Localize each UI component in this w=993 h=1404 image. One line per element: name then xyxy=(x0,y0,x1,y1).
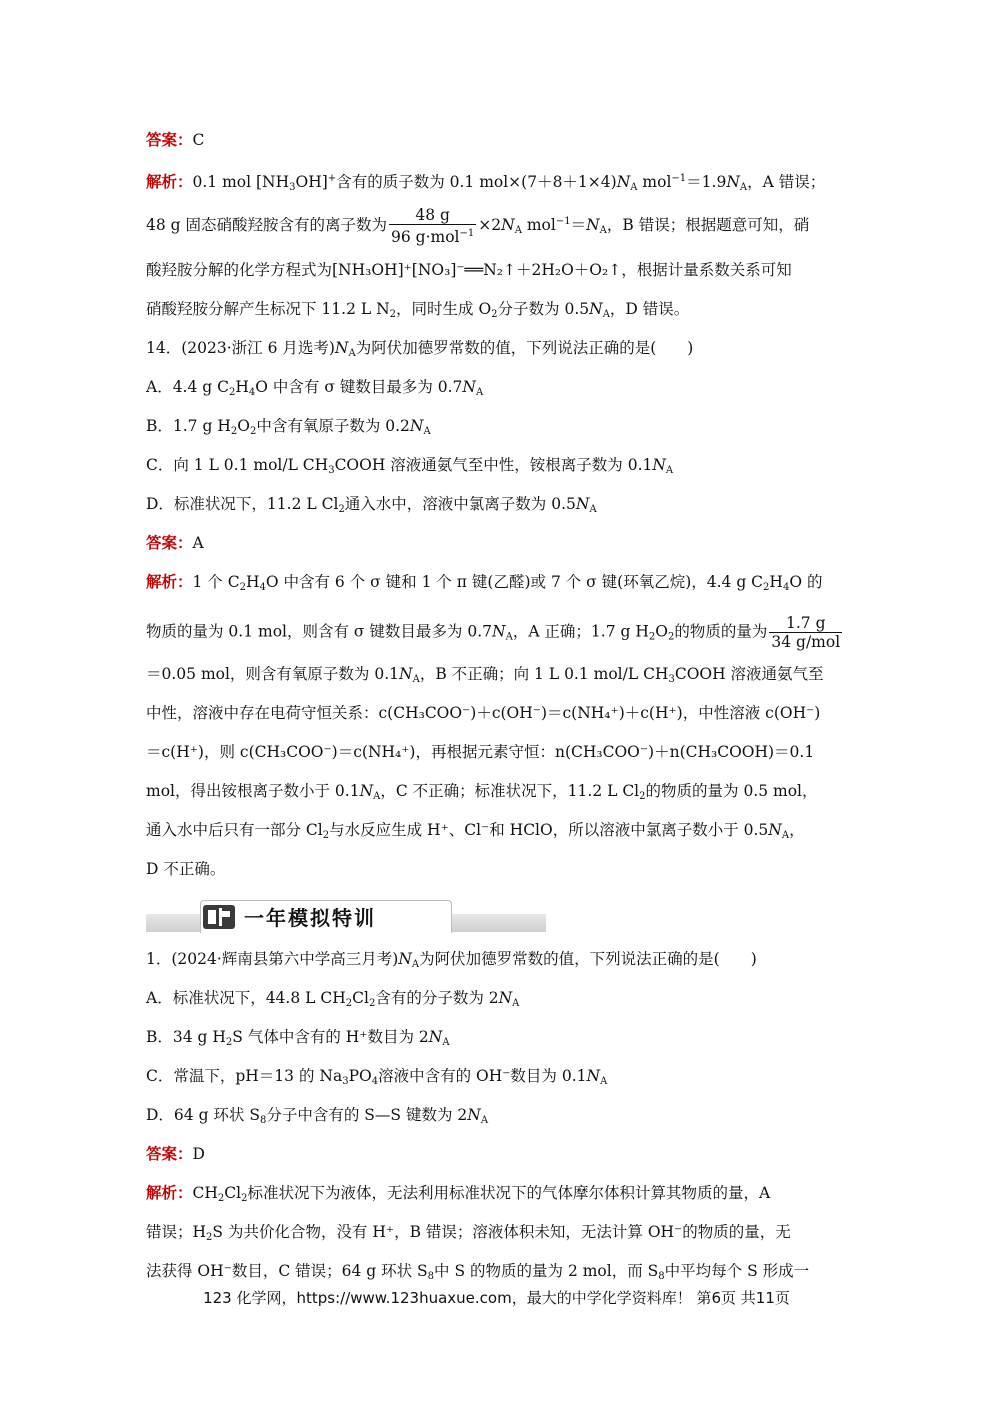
q14-explanation-line7: 通入水中后只有一部分 $Cl_2$与水反应生成 H⁺、Cl⁻和 HClO，所以溶液中氯离子数小于 $0.5N_A$， xyxy=(146,821,805,841)
q14-option-b: B．1.7 g $H_2O_2$中含有氧原子数为 $0.2N_A$ xyxy=(146,417,431,437)
q1-option-c: C．常温下，pH＝13 的 $Na_3PO_4$溶液中含有的 OH⁻数目为 $0.1N_A$ xyxy=(146,1067,608,1087)
q1-answer: 答案：D xyxy=(146,1144,205,1163)
q14-explanation-line6: mol，得出铵根离子数小于 $0.1N_A$，C 不正确；标准状况下，11.2 L $Cl_2$的物质的量为 0.5 mol， xyxy=(146,782,818,802)
q14-option-d: D．标准状况下，11.2 L $Cl_2$通入水中，溶液中氯离子数为 $0.5N_A$ xyxy=(146,495,597,515)
fraction: $\frac{48 g}{96 g\cdot mol^{-1}}$ xyxy=(391,206,475,246)
q13-explanation-line3: 酸羟胺分解的化学方程式为[NH₃OH]⁺[NO₃]⁻══N₂↑＋2H₂O＋O₂↑，根据计量系数关系可知 xyxy=(146,261,792,279)
section-header xyxy=(146,900,546,936)
q1-explanation-line3: 法获得 OH⁻数目，C 错误；64 g 环状 $S_8$中 S 的物质的量为 2 mol，而 $S_8$中平均每个 S 形成一 xyxy=(146,1262,810,1282)
q14-stem: 14．(2023·浙江 6 月选考)$N_A$为阿伏加德罗常数的值，下列说法正确的是( ) xyxy=(146,339,694,359)
q14-option-c: C．向 1 L 0.1 mol/L $CH_3COOH$ 溶液通氨气至中性，铵根离子数为 $0.1N_A$ xyxy=(146,456,674,476)
q13-answer: 答案：C xyxy=(146,130,205,149)
section-title: 一年模拟特训 xyxy=(244,906,376,930)
q14-explanation-line3: ＝0.05 mol，则含有氧原子数为 $0.1N_A$，B 不正确；向 1 L 0.1 mol/L $CH_3COOH$ 溶液通氨气至 xyxy=(146,665,824,685)
q1-option-a: A．标准状况下，44.8 L $CH_2Cl_2$含有的分子数为 $2N_A$ xyxy=(146,989,520,1009)
q1-stem: 1．(2024·辉南县第六中学高三月考)$N_A$为阿伏加德罗常数的值，下列说法正确的是( ) xyxy=(146,950,757,970)
section-logo-icon xyxy=(202,903,236,931)
q1-explanation-line1: 解析：$CH_2Cl_2$标准状况下为液体，无法利用标准状况下的气体摩尔体积计算其物质的量，A xyxy=(146,1183,771,1204)
q14-explanation-line1: 解析：1 个 $C_2H_4O$ 中含有 6 个 σ 键和 1 个 π 键(乙醛)或 7 个 σ 键(环氧乙烷)，4.4 g $C_2H_4O$ 的 xyxy=(146,572,823,593)
q1-option-d: D．64 g 环状 $S_8$分子中含有的 S—S 键数为 $2N_A$ xyxy=(146,1106,489,1126)
q14-explanation-line5: ＝c(H⁺)，则 c(CH₃COO⁻)＝c(NH₄⁺)，再根据元素守恒：n(CH₃COO⁻)＋n(CH₃COOH)＝0.1 xyxy=(146,743,815,761)
q14-explanation-line2: 物质的量为 0.1 mol，则含有 σ 键数目最多为 $0.7N_A$，A 正确；1.7 g $H_2O_2$的物质的量为 $\frac{1.7 g}{\text{34 g/mol}}$ xyxy=(146,614,841,651)
page-footer: 123 化学网，https://www.123huaxue.com，最大的中学化学资料库！ 第6页 共11页 xyxy=(203,1289,790,1307)
q13-explanation-line2: 48 g 固态硝酸羟胺含有的离子数为 $\frac{48 g}{96 g\cdot mol^{-1}}$ $\times 2N_A$ $mol^{-1}=N_A$，B 错误；根据题意可知，硝 xyxy=(146,206,810,246)
q14-explanation-line8: D 不正确。 xyxy=(146,860,226,878)
q13-explanation-line1: 解析：0.1 mol $[NH_3OH]^+$含有的质子数为 0.1 $mol\times(7+8+1\times 4)N_A$ $mol^{-1}=1.9N_A$，A 错误； xyxy=(146,172,826,193)
q14-explanation-line4: 中性，溶液中存在电荷守恒关系：c(CH₃COO⁻)＋c(OH⁻)＝c(NH₄⁺)＋c(H⁺)，中性溶液 c(OH⁻) xyxy=(146,704,821,722)
q1-option-b: B．34 g $H_2S$ 气体中含有的 H⁺数目为 $2N_A$ xyxy=(146,1028,450,1048)
fraction: $\frac{1.7 g}{\text{34 g/mol}}$ xyxy=(771,614,841,651)
q14-answer: 答案：A xyxy=(146,533,204,552)
q13-explanation-line4: 硝酸羟胺分解产生标况下 11.2 L $N_2$，同时生成 $O_2$分子数为 $0.5N_A$，D 错误。 xyxy=(146,300,690,320)
q14-option-a: A．4.4 g $C_2H_4O$ 中含有 σ 键数目最多为 $0.7N_A$ xyxy=(146,378,484,398)
q1-explanation-line2: 错误；$H_2S$ 为共价化合物，没有 H⁺，B 错误；溶液体积未知，无法计算 OH⁻的物质的量，无 xyxy=(146,1223,791,1243)
